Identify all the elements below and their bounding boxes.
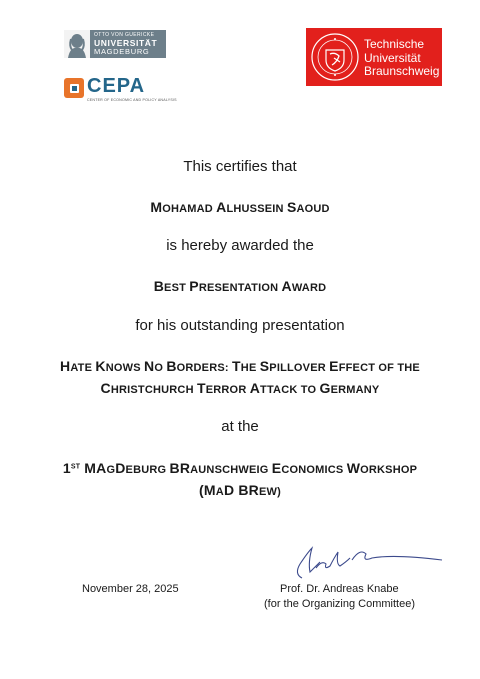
workshop-name-line1: 1ST MAGDEBURG BRAUNSCHWEIG ECONOMICS WORKSHOP [62, 460, 418, 476]
awardee-name: MOHAMAD ALHUSSEIN SAOUD [150, 199, 330, 215]
certificate-date: November 28, 2025 [82, 583, 179, 595]
at-text: at the [221, 418, 259, 435]
workshop-name-line2: (MAD BREW) [199, 482, 281, 498]
guericke-portrait-icon [64, 30, 90, 58]
awarded-text: is hereby awarded the [166, 237, 314, 254]
presentation-title-line2: CHRISTCHURCH TERROR ATTACK TO GERMANY [100, 380, 380, 396]
intro-text: This certifies that [183, 158, 297, 175]
signer-name: Prof. Dr. Andreas Knabe [280, 583, 399, 595]
ovgu-line3: MAGDEBURG [94, 47, 150, 56]
cepa-name: CEPA [87, 75, 146, 97]
ovgu-logo [64, 30, 166, 58]
tubs-line1: Technische [364, 37, 425, 51]
cepa-mark-icon [64, 78, 84, 98]
signer-role: (for the Organizing Committee) [264, 598, 415, 610]
tu-braunschweig-logo [306, 28, 442, 86]
cepa-logo [64, 75, 177, 108]
ovgu-line2: UNIVERSITÄT [94, 37, 158, 48]
cepa-subtitle: CENTER OF ECONOMIC AND POLICY ANALYSIS [87, 98, 177, 102]
ovgu-line1: OTTO VON GUERICKE [94, 31, 155, 38]
tubs-line2: Universität [364, 50, 421, 65]
tubs-line3: Braunschweig [364, 64, 440, 78]
award-name: BEST PRESENTATION AWARD [153, 278, 327, 294]
presentation-title-line1: HATE KNOWS NO BORDERS: THE SPILLOVER EFFECT OF THE [60, 358, 420, 374]
tu-seal-icon [310, 32, 360, 82]
signature-icon [264, 538, 444, 588]
reason-text: for his outstanding presentation [135, 317, 345, 334]
